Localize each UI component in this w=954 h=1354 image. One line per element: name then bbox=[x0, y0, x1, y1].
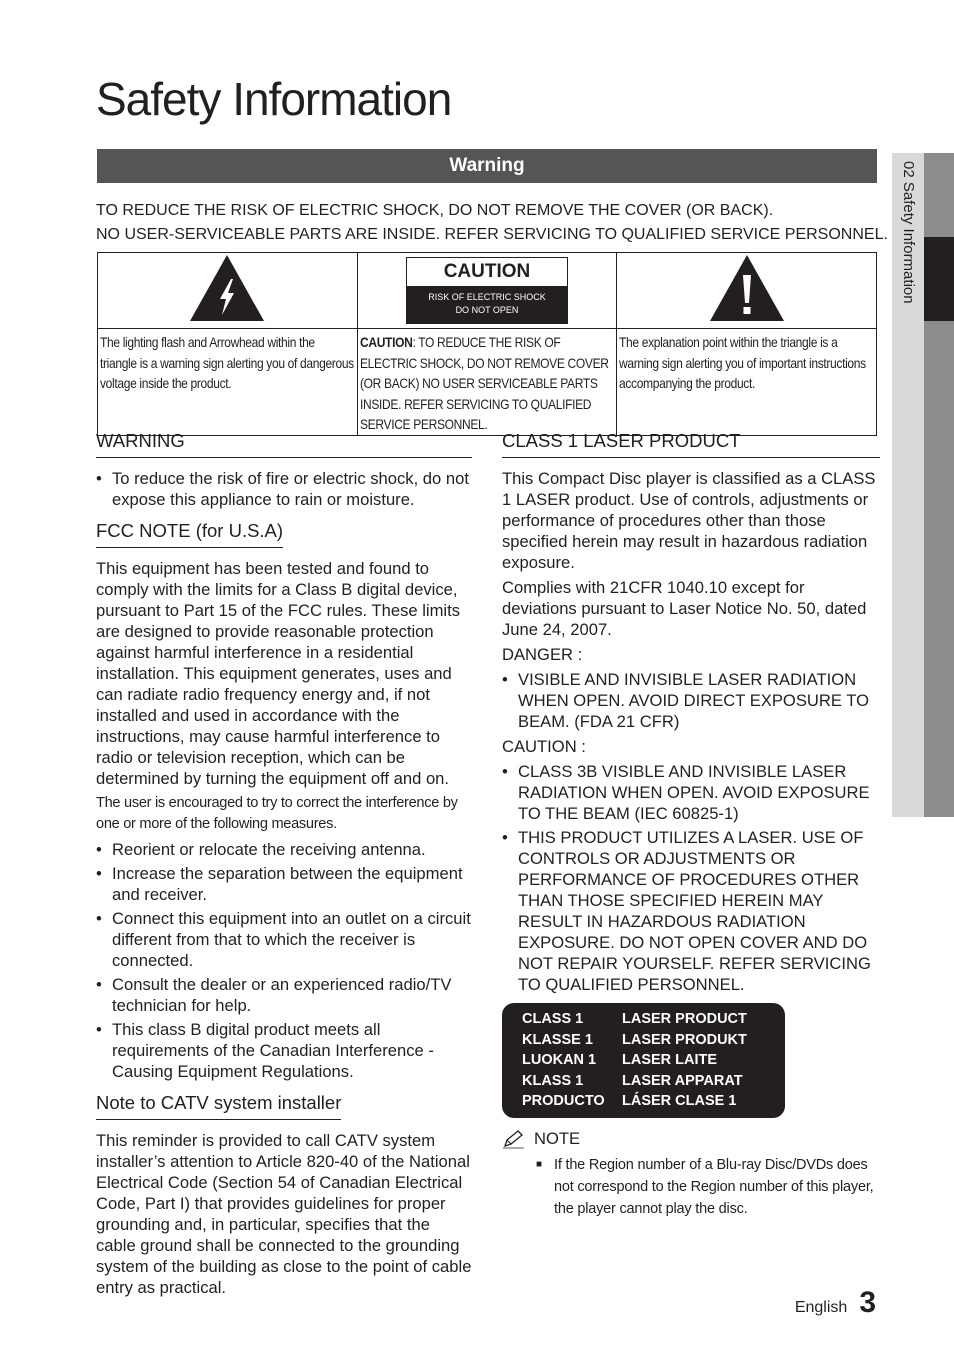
catv-heading: Note to CATV system installer bbox=[96, 1092, 341, 1120]
caution-label-title: CAUTION bbox=[443, 261, 531, 282]
note-heading bbox=[502, 1128, 880, 1150]
left-column bbox=[96, 430, 472, 1302]
laser-label-row: KLASS 1 LASER APPARAT bbox=[522, 1072, 743, 1089]
lightning-triangle-icon bbox=[188, 253, 266, 323]
fcc-measures-list bbox=[96, 839, 472, 1082]
intro-line-2: NO USER-SERVICEABLE PARTS ARE INSIDE. REFER SERVICING TO QUALIFIED SERVICE PERSONNEL. bbox=[96, 226, 888, 243]
list-item: If the Region number of a Blu-ray Disc/DVDs does not correspond to the Region number of this player, the player cannot play the disc. bbox=[554, 1156, 874, 1217]
fcc-heading: FCC NOTE (for U.S.A) bbox=[96, 520, 283, 548]
list-item: • Connect this equipment into an outlet on a circuit different from that to which the receiver is connected. bbox=[96, 909, 471, 970]
caution-sub-line-1: RISK OF ELECTRIC SHOCK bbox=[428, 292, 546, 302]
caution-list bbox=[502, 761, 880, 995]
laser-label-row: KLASSE 1 LASER PRODUKT bbox=[522, 1031, 747, 1048]
laser-paragraph-1: This Compact Disc player is classified as a CLASS 1 LASER product. Use of controls, adjustments or performance of procedures other than those specified herein may result in hazardous radiation exposure. bbox=[502, 469, 876, 572]
caution-description-text: : TO REDUCE THE RISK OF ELECTRIC SHOCK, DO NOT REMOVE COVER (OR BACK) NO USER SERVICEABLE PARTS INSIDE. REFER SERVICING TO QUALIFIED SERVICE PERSONNEL. bbox=[359, 334, 609, 432]
list-item: • THIS PRODUCT UTILIZES A LASER. USE OF CONTROLS OR ADJUSTMENTS OR PERFORMANCE OF PROCEDURES OTHER THAN THOSE SPECIFIED HEREIN MAY RESULT IN HAZARDOUS RADIATION EXPOSURE. DO NOT OPEN COVER AND DO NOT REPAIR YOURSELF. REFER SERVICING TO QUALIFIED PERSONNEL. bbox=[502, 828, 871, 994]
intro-warning-text bbox=[96, 199, 886, 247]
list-item: • Consult the dealer or an experienced radio/TV technician for help. bbox=[96, 975, 452, 1015]
caution-label-subtitle bbox=[407, 286, 567, 323]
catv-paragraph: This reminder is provided to call CATV system installer’s attention to Article 820-40 of the National Electrical Code (Section 54 of Canadian Electrical Code, Part I) that provides guidelines for proper grounding and, in particular, specifies that the cable ground shall be connected to the grounding system of the building as close to the point of cable entry as practical. bbox=[96, 1131, 472, 1297]
warning-banner: Warning bbox=[97, 149, 877, 183]
list-item: • This class B digital product meets all requirements of the Canadian Interference - Causing Equipment Regulations. bbox=[96, 1020, 434, 1081]
laser-label-row: PRODUCTO LÁSER CLASE 1 bbox=[522, 1093, 737, 1109]
danger-list bbox=[502, 669, 880, 732]
caution-label-text: CAUTION : bbox=[502, 737, 586, 756]
page-footer bbox=[795, 1286, 876, 1320]
exclamation-description: The explanation point within the triangle is a warning sign alerting you of important instructions accompanying the product. bbox=[617, 329, 877, 436]
danger-label: DANGER : bbox=[502, 645, 583, 664]
caution-label bbox=[406, 257, 568, 324]
list-item: • Reorient or relocate the receiving antenna. bbox=[96, 840, 426, 859]
note-label: NOTE bbox=[534, 1128, 581, 1148]
warning-heading: WARNING bbox=[96, 430, 472, 458]
caution-label-cell bbox=[357, 253, 617, 329]
laser-heading: CLASS 1 LASER PRODUCT bbox=[502, 430, 880, 458]
right-column bbox=[502, 430, 880, 1220]
fcc-paragraph: This equipment has been tested and found to comply with the limits for a Class B digital device, pursuant to Part 15 of the FCC rules. These limits are designed to provide reasonable protection against harmful interference in a residential installation. This equipment generates, uses and can radiate radio frequency energy and, if not installed and used in accordance with the instructions, may cause harmful interference to radio or television reception, which can be determined by turning the equipment off and on. bbox=[96, 559, 460, 788]
list-item: • Increase the separation between the equipment and receiver. bbox=[96, 864, 463, 904]
exclamation-triangle-icon bbox=[708, 253, 786, 323]
exclamation-cell bbox=[617, 253, 877, 329]
footer-language: English bbox=[794, 1299, 848, 1316]
laser-label-row: CLASS 1 LASER PRODUCT bbox=[522, 1011, 747, 1027]
caution-sub-line-2: DO NOT OPEN bbox=[455, 305, 519, 315]
chapter-side-tab-label: 02 Safety Information bbox=[900, 161, 917, 304]
list-item: • To reduce the risk of fire or electric shock, do not expose this appliance to rain or moisture. bbox=[96, 469, 469, 509]
laser-label-row: LUOKAN 1 LASER LAITE bbox=[522, 1052, 718, 1068]
note-list: ■ If the Region number of a Blu-ray Disc/DVDs does not correspond to the Region number of this player, the player cannot play the disc. bbox=[502, 1154, 880, 1220]
caution-description bbox=[357, 329, 617, 436]
list-item: • VISIBLE AND INVISIBLE LASER RADIATION WHEN OPEN. AVOID DIRECT EXPOSURE TO BEAM. (FDA 21 CFR) bbox=[502, 670, 869, 731]
page-number: 3 bbox=[859, 1286, 876, 1319]
warning-list bbox=[96, 468, 472, 510]
page-title: Safety Information bbox=[96, 73, 452, 125]
chapter-side-tab bbox=[892, 153, 954, 817]
laser-paragraph-2: Complies with 21CFR 1040.10 except for deviations pursuant to Laser Notice No. 50, dated June 24, 2007. bbox=[502, 578, 867, 639]
intro-line-1: TO REDUCE THE RISK OF ELECTRIC SHOCK, DO NOT REMOVE THE COVER (OR BACK). bbox=[96, 202, 774, 219]
fcc-measures-intro: The user is encouraged to try to correct the interference by one or more of the following measures. bbox=[96, 795, 458, 832]
pencil-note-icon bbox=[502, 1129, 526, 1149]
lightning-cell bbox=[98, 253, 358, 329]
list-item: • CLASS 3B VISIBLE AND INVISIBLE LASER RADIATION WHEN OPEN. AVOID EXPOSURE TO THE BEAM (IEC 60825-1) bbox=[502, 762, 870, 823]
safety-symbols-table bbox=[97, 252, 877, 436]
lightning-description: The lighting flash and Arrowhead within the triangle is a warning sign alerting you of dangerous voltage inside the product. bbox=[98, 329, 358, 436]
caution-description-bold: CAUTION bbox=[359, 334, 413, 350]
laser-class-label bbox=[502, 1003, 785, 1118]
